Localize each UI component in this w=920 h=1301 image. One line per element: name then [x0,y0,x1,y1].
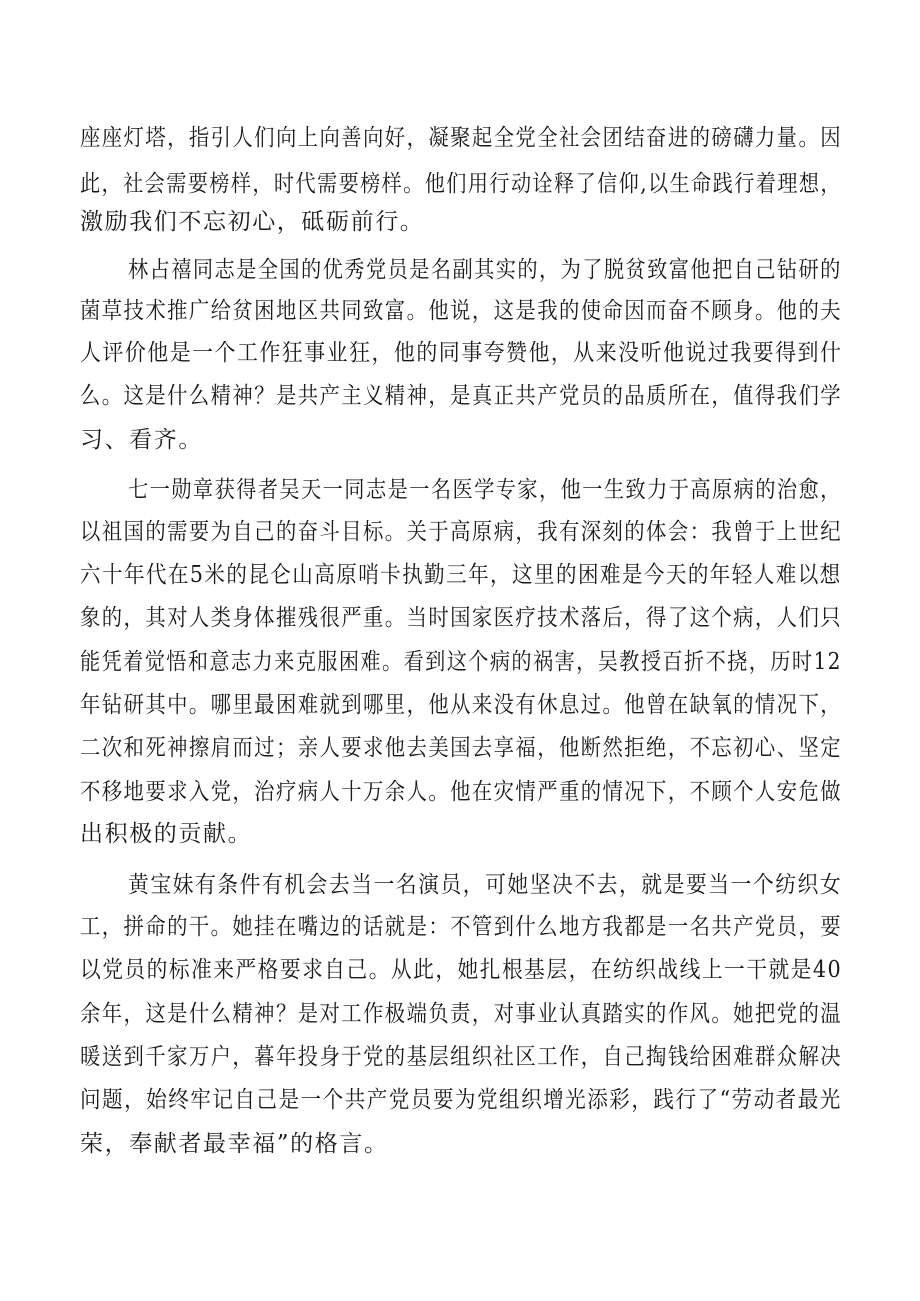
text-line: 激励我们不忘初心，砥砺前行。 [80,209,425,235]
text-line: 余年，这是什么精神？是对工作极端负责，对事业认真踏实的作风。她把党的温 [80,1001,842,1027]
text-line: 能凭着觉悟和意志力来克服困难。看到这个病的祸害，吴教授百折不挠，历时12 [80,649,842,675]
text-line: 不移地要求入党，治疗病人十万余人。他在灾情严重的情况下，不顾个人安危做 [80,779,842,805]
text-line: 暖送到千家万户，暮年投身于党的基层组织社区工作，自己掏钱给困难群众解决 [80,1044,842,1070]
text-line: 以祖国的需要为自己的奋斗目标。关于高原病，我有深刻的体会：我曾于上世纪 [80,519,842,545]
text-line: 人评价他是一个工作狂事业狂，他的同事夸赞他，从来没听他说过我要得到什 [80,340,843,366]
text-line: 荣，奉献者最幸福”的格言。 [80,1131,389,1157]
text-line: 象的，其对人类身体摧残很严重。当时国家医疗技术落后，得了这个病，人们只 [80,605,842,631]
text-line: 年钻研其中。哪里最困难就到哪里，他从来没有休息过。他曾在缺氧的情况下， [80,692,842,718]
text-line: 习、看齐。 [80,427,203,453]
text-line: 座座灯塔，指引人们向上向善向好，凝聚起全党全社会团结奋进的磅礴力量。因 [80,125,842,151]
text-line: 么。这是什么精神？是共产主义精神，是真正共产党员的品质所在，值得我们学 [80,383,842,409]
text-line: 以党员的标准来严格要求自己。从此，她扎根基层，在纺织战线上一干就是40 [80,957,843,983]
text-line: 问题，始终牢记自己是一个共产党员要为党组织增光添彩，践行了“劳动者最光 [80,1087,842,1113]
text-line: 黄宝妹有条件有机会去当一名演员，可她坚决不去，就是要当一个纺织女 [128,872,843,898]
text-line: 二次和死神擦肩而过；亲人要求他去美国去享福，他断然拒绝，不忘初心、坚定 [80,735,842,761]
text-line: 六十年代在5米的昆仑山高原哨卡执勤三年，这里的困难是今天的年轻人难以想 [80,562,842,588]
text-line: 菌草技术推广给贫困地区共同致富。他说，这是我的使命因而奋不顾身。他的夫 [80,298,842,324]
text-line: 工，拼命的干。她挂在嘴边的话就是：不管到什么地方我都是一名共产党员，要 [80,914,842,940]
text-line: 林占禧同志是全国的优秀党员是名副其实的，为了脱贫致富他把自己钻研的 [128,257,842,283]
text-line: 七一勋章获得者吴天一同志是一名医学专家，他一生致力于高原病的治愈， [128,477,842,503]
text-line: 出积极的贡献。 [80,821,253,847]
text-line: 此，社会需要榜样，时代需要榜样。他们用行动诠释了信仰,以生命践行着理想， [80,171,842,197]
